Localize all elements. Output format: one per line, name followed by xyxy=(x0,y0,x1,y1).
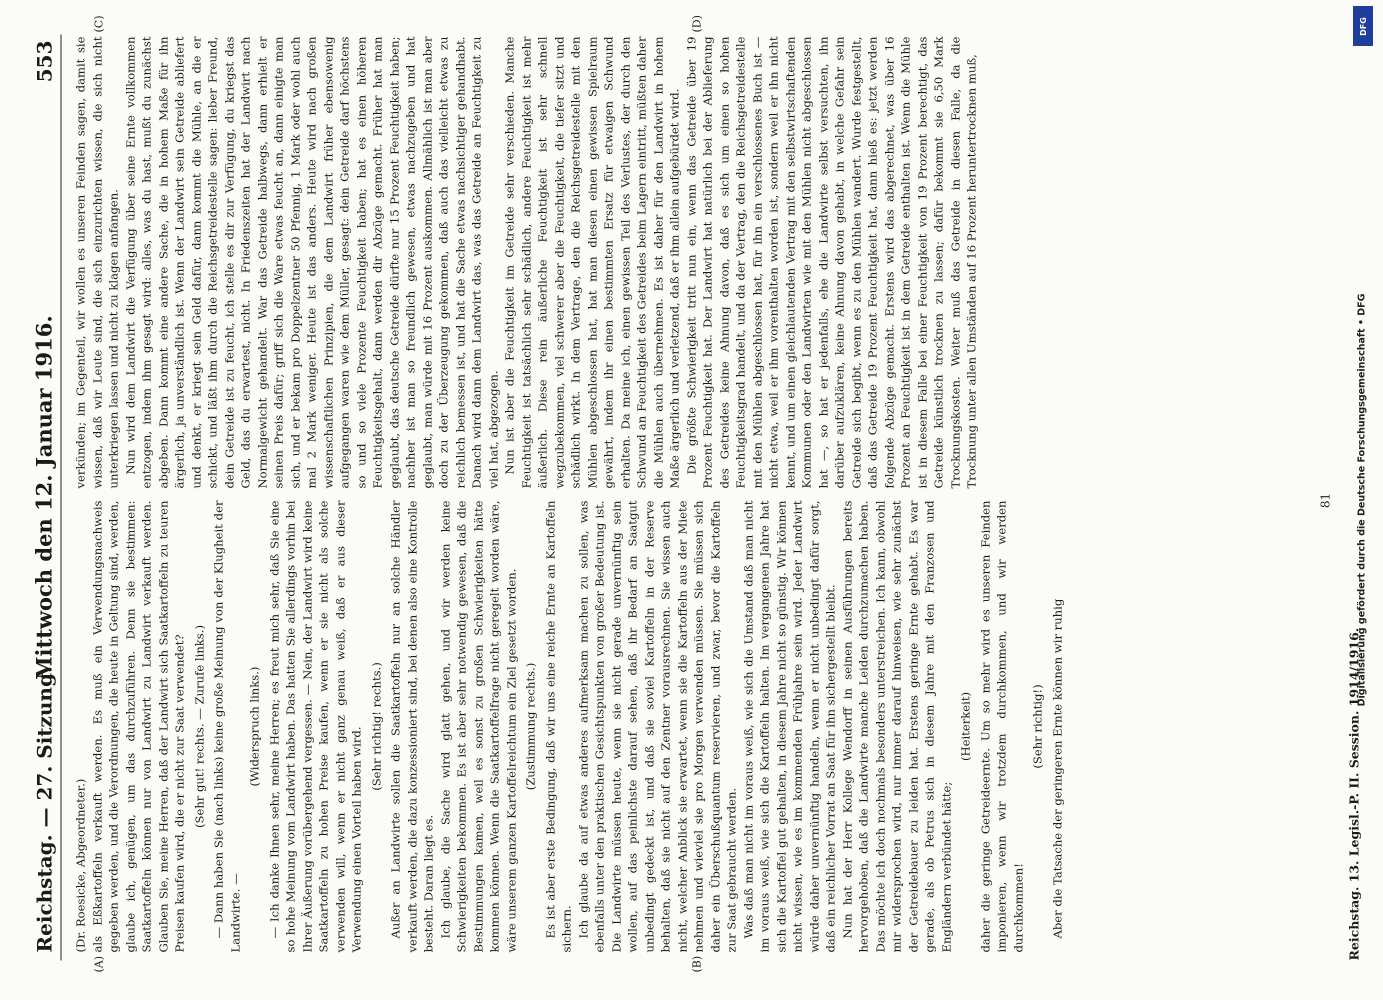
paragraph: als Eßkartoffeln verkauft werden. Es muß ein Verwendungsnachweis gegeben werden, und die Verordnungen, die heute in Geltung sind, werden, glaube ich, genügen, um das durchzuführen. Denn sie bestimmen: Saatkartoffeln können nur von Landwirt zu Landwirt verkauft werden. Glauben Sie, meine Herren, daß der Landwirt sich Saatkartoffeln zu teuren Preisen kaufen wird, die er nicht zur Saat verwendet? xyxy=(89,500,186,952)
dfg-credit-note: Digitalisierung gefördert durch die Deutsche Forschungsgemeinschaft • DFG xyxy=(1356,293,1368,707)
paragraph: Es ist aber erste Bedingung, daß wir uns eine reiche Ernte an Kartoffeln sichern. xyxy=(542,500,573,952)
page-number: 553 xyxy=(32,40,56,82)
paragraph: — Dann haben Sie (nach links) keine große Meinung von der Klugheit der Landwirte. — xyxy=(211,500,242,952)
margin-mark-a: (A) xyxy=(92,955,105,972)
column-left xyxy=(72,500,1065,952)
interjection: (Sehr richtig!) xyxy=(1030,683,1044,769)
paragraph: Nun ist aber die Feuchtigkeit im Getreide sehr verschieden. Manche Feuchtigkeit ist tatsächlich sehr schädlich, andere Feuchtigkeit ist mehr äußerlich. Diese rein äußerliche Feuchtigkeit ist sehr schnell wegzubekommen, viel schwerer aber die Feuchtigkeit, die tiefer sitzt und schädlich wirkt. In dem Vertrage, den die Reichsgetreidestelle mit den Mühlen abgeschlossen hat, hat man diesen einen gewissen Spielraum gewährt, indem ihr einen bestimmten Ersatz für etwaigen Schwund erhalten. Da meine ich, einen gewissen Teil des Verlustes, der durch den Schwund an Feuchtigkeit des Getreides beim Lagern eintritt, müßten daher die Mühlen auch übernehmen. Es ist daher für den Landwirt in hohem Maße ärgerlich und verletzend, daß er ihm allein aufgebürdet wird. xyxy=(502,36,681,488)
paragraph: Außer an Landwirte sollen die Saatkartoffeln nur an solche Händler verkauft werden, die dazu konzessioniert sind, bei denen also eine Kontrolle besteht. Daran liegt es. xyxy=(388,500,435,952)
interjection: (Heiterkeit) xyxy=(958,691,972,761)
paragraph: Ich glaube da auf etwas anderes aufmerksam machen zu sollen, was ebenfalls unter den praktischen Gesichtspunkten von großer Bedeutung ist. Die Landwirte müssen heute, wenn sie nicht gerade unvernünftig sein wollen, auf das peinlichste darauf sehen, daß ihr Bedarf an Saatgut unbedingt gedeckt ist, und daß sie soviel Kartoffeln in der Reserve behalten, daß sie nicht auf den Zentner vorausrechnen. Sie wissen auch nicht, welcher Anblick sie erwartet, wenn sie die Kartoffeln aus der Miete nehmen und wieviel sie pro Morgen verwenden müssen. Sie müssen sich daher ein Überschußquantum reservieren, und zwar, bevor die Kartoffeln zur Saat gebraucht werden. xyxy=(575,500,738,952)
paragraph: — Ich danke Ihnen sehr, meine Herren; es freut mich sehr, daß Sie eine so hohe Meinung vom Landwirt haben. Das hatten Sie allerdings vorhin bei Ihrer Äußerung vorübergehend vergessen. — Nein, der Landwirt wird keine Saatkartoffeln zu hohen Preise kaufen, wenn er sie nicht als solche verwenden will, wenn er nicht ganz genau weiß, daß er aus dieser Verwendung einen Vorteil haben wird. xyxy=(266,500,363,952)
footer-imprint: Reichstag. 13. Legisl.-P. II. Session. 1914/1916. xyxy=(1346,627,1361,960)
paragraph: Aber die Tatsache der geringeren Ernte können wir ruhig xyxy=(1049,598,1064,938)
margin-mark-d: (D) xyxy=(690,14,703,32)
header-left: Reichstag. — 27. Sitzung. xyxy=(32,665,56,952)
page-signature: 81 xyxy=(1318,492,1332,508)
interjection: (Widerspruch links.) xyxy=(247,666,261,786)
paragraph: Nun hat der Herr Kollege Wendorff in seinen Ausführungen bereits hervorgehoben, daß die Landwirte manche Leiden durchzumachen haben. Das möchte ich doch nochmals besonders unterstreichen. Ich kann, obwohl mir widersprochen wird, nur immer darauf hinweisen, wie sehr zunächst der Getreidebauer zu leiden hat. Erstens geringe Ernte gehabt. Es war gerade, als ob Petrus sich in diesem Jahre mit den Franzosen und Engländern verbündet hätte; xyxy=(839,500,953,952)
paragraph: daher die geringe Getreideernte. Um so mehr wird es unseren Feinden imponieren, wenn wir trotzdem durchkommen, und wir werden durchkommen! xyxy=(977,500,1025,952)
margin-mark-b: (B) xyxy=(690,955,703,972)
dfg-logo-text: DFG xyxy=(1358,16,1368,36)
column-right xyxy=(72,36,980,488)
paragraph: Nun wird dem Landwirt die Verfügung über seine Ernte vollkommen entzogen, indem ihm gesagt wird: alles, was du hast, mußt du zunächst abgeben. Dann kommt eine andere Sache, die in hohem Maße für ihn ärgerlich, ja unverständlich ist. Wenn der Landwirt sein Getreide abliefert und denkt, er kriegt sein Geld dafür, dann kommt die Mühle, an die er schickt, und läßt ihm durch die Reichsgetreidestelle sagen: lieber Freund, dein Getreide ist zu feucht, ich stelle es dir zur Verfügung, du kriegst das Geld, das du erwartest, nicht. In Friedenszeiten hat der Landwirt nach Normalgewicht gehandelt. War das Getreide halbwegs, dann erhielt er seinen Preis dafür; griff sich die Ware etwas feucht an, dann einigte man sich, und er bekam pro Doppelzentner 50 Pfennig, 1 Mark oder wohl auch mal 2 Mark weniger. Heute ist das anders. Heute wird nach großen wissenschaftlichen Prinzipien, die dem Landwirt früher ebensowenig aufgegangen waren wie dem Müller, gesagt: dein Getreide darf höchstens so und so viele Prozente Feuchtigkeit haben; hat es einen höheren Feuchtigkeitsgehalt, dann werden dir Abzüge gemacht. Früher hat man geglaubt, das deutsche Getreide dürfte nur 15 Prozent Feuchtigkeit haben; nachher ist man so freundlich gewesen, etwas nachzugeben und hat geglaubt, man würde mit 16 Prozent auskommen. Allmählich ist man aber doch zu der Überzeugung gekommen, daß auch das vielleicht etwas zu reichlich bemessen ist, und hat die Sache etwas nachsichtiger gehandhabt. Danach wird dann dem Landwirt das, was das Getreide an Feuchtigkeit zu viel hat, abgezogen. xyxy=(122,36,500,488)
dfg-logo-icon xyxy=(1353,6,1373,46)
interjection: (Zustimmung rechts.) xyxy=(523,662,537,790)
page-header xyxy=(28,34,61,960)
paragraph: verkünden; im Gegenteil, wir wollen es unseren Feinden sagen, damit sie wissen, daß wir Leute sind, die sich einzurichten wissen, die sich nicht unterkriegen lassen und nicht zu klagen anfangen. xyxy=(73,36,120,488)
interjection: (Sehr richtig! rechts.) xyxy=(368,661,383,791)
margin-mark-c: (C) xyxy=(92,15,105,32)
paragraph: Ich glaube, die Sache wird glatt gehen, und wir werden keine Schwierigkeiten bekommen. Es ist aber sehr notwendig gewesen, daß die Bestimmungen kamen, weil es sonst zu großen Schwierigkeiten hätte kommen können. Wenn die Saatkartoffelfrage nicht geregelt worden wäre, wäre unserem ganzen Kartoffelreichtum ein Ziel gesetzt worden. xyxy=(437,500,518,952)
paragraph: Was daß man nicht im voraus weiß, wie sich die Umstand daß man nicht im voraus weiß, wie sich die Kartoffeln halten. Im vergangenen Jahre hat sich die Kartoffel gut gehalten, in diesem Jahre nicht so günstig. Wir können nicht wissen, wie es im kommenden Frühjahre sein wird. Jeder Landwirt würde daher unvernünftig handeln, wenn er nicht unbedingt dafür sorgt, daß ein reichlicher Vorrat an Saat für ihn sichergestellt bleibt. xyxy=(740,500,837,952)
header-date: Mittwoch den 12. Januar 1916. xyxy=(31,314,56,680)
paragraph: Die größte Schwierigkeit tritt nun ein, wenn das Getreide über 19 Prozent Feuchtigkeit hat. Der Landwirt hat natürlich bei der Ablieferung des Getreides keine Ahnung davon, daß es sich um einen so hohen Feuchtigkeitsgrad handelt, und da der Vertrag, den die Reichsgetreidestelle mit den Mühlen abgeschlossen hat, für ihn ein verschlossenes Buch ist — nicht etwa, weil er ihm vorenthalten worden ist, sondern weil er ihn nicht kennt, und um einen gleichlautenden Vertrag mit den selbstwirtschaftenden Kommunen oder den Landwirten wie mit den Mühlen nicht abgeschlossen hat —, so hat er jedenfalls, ehe die Landwirte selbst versuchten, ihn darüber aufzuklären, keine Ahnung davon gehabt, in welche Gefahr sein Getreide sich begibt, wenn es zu den Mühlen wandert. Wurde festgestellt, daß das Getreide 19 Prozent Feuchtigkeit hat, dann hieß es: jetzt werden folgende Abzüge gemacht. Erstens wird das abgerechnet, was über 16 Prozent an Feuchtigkeit ist in dem Getreide enthalten ist. Wenn die Mühle ist in diesem Falle bei einer Feuchtigkeit von 19 Prozent berechtigt, das Getreide künstlich trocknen zu lassen; dafür bekommt sie 6,50 Mark Trocknungskosten. Weiter muß das Getreide in diesen Falle, da die Trocknung unter allen Umständen auf 16 Prozent heruntertrocknen muß, xyxy=(683,36,978,488)
interjection: (Sehr gut! rechts. — Zurufe links.) xyxy=(191,624,206,828)
speaker-line: (Dr. Roesicke, Abgeordneter.) xyxy=(73,778,87,952)
